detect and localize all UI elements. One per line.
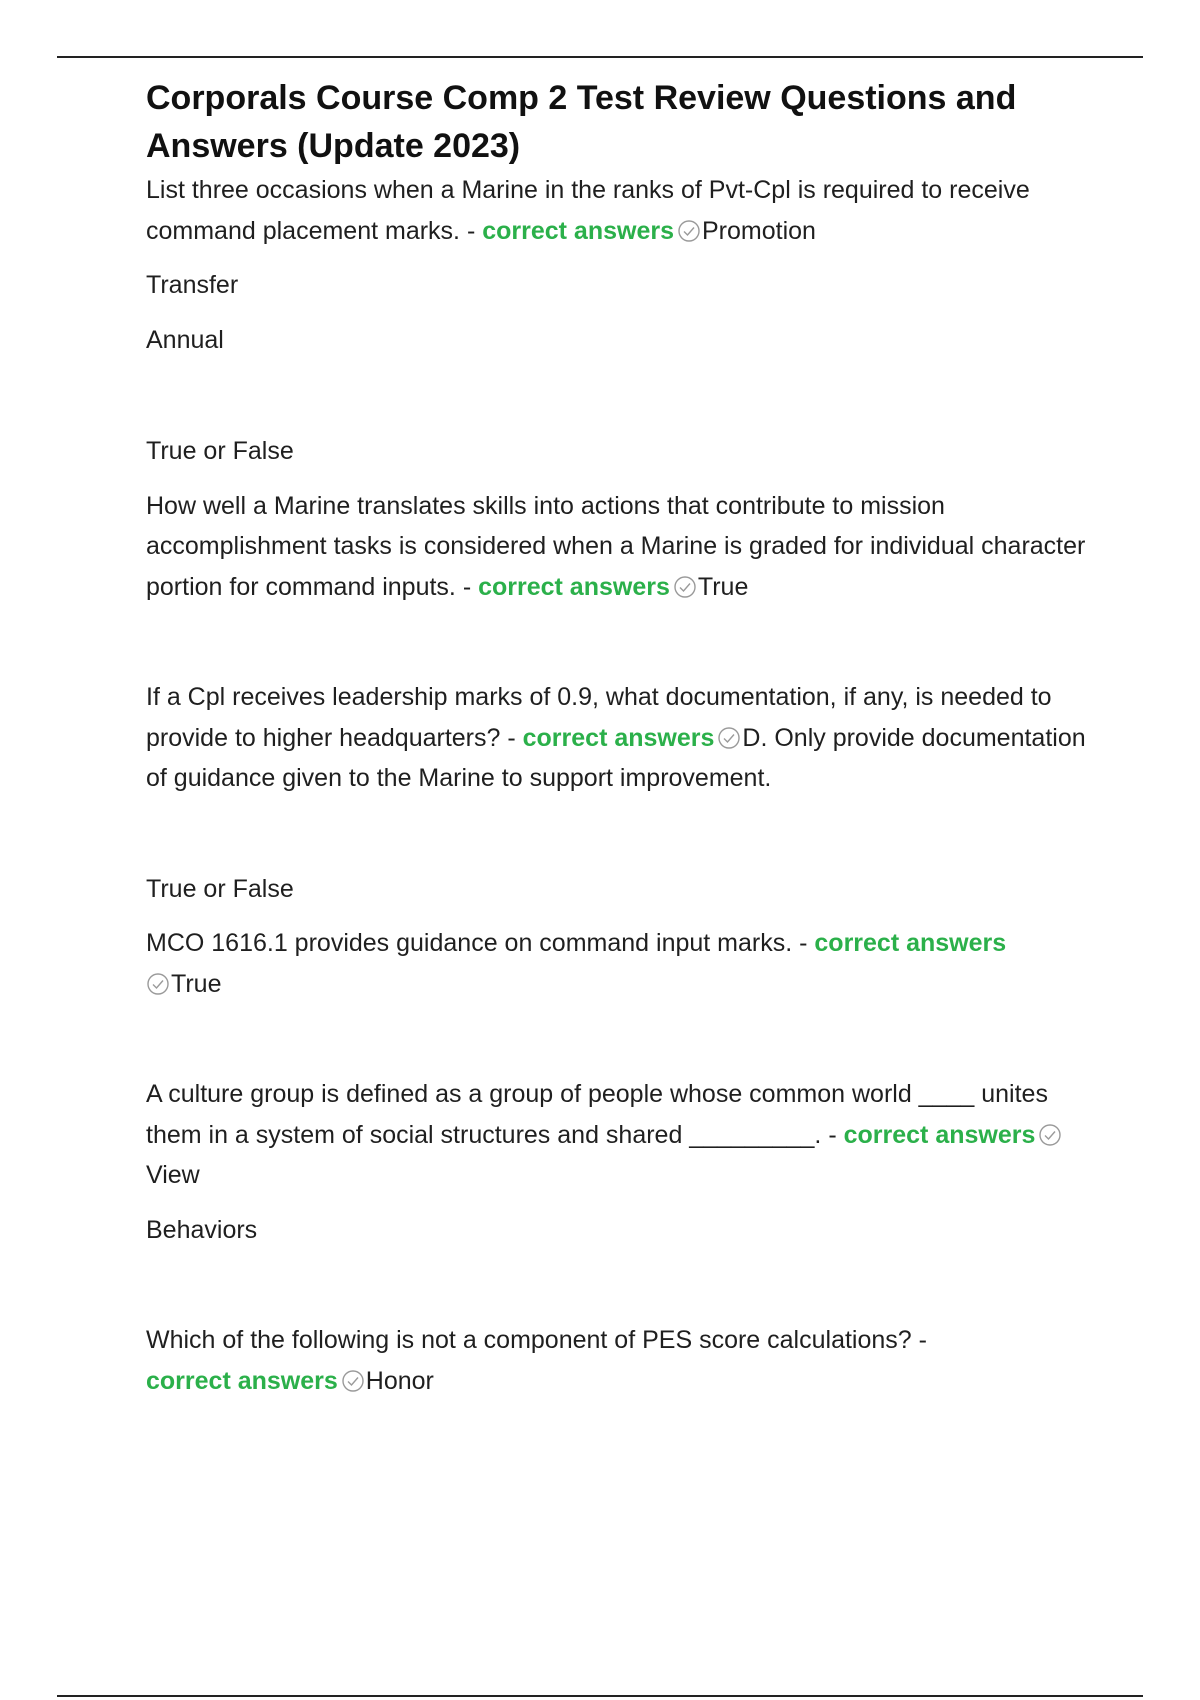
answer-text: D. Only provide documentation of guidance given to the Marine to support improvement. xyxy=(146,723,1086,792)
answer-extra-line: Annual xyxy=(146,325,224,354)
question-3 xyxy=(146,677,1086,799)
answer-label: correct answers xyxy=(478,572,670,601)
answer-text: Promotion xyxy=(702,216,816,245)
answer-text: Honor xyxy=(365,1366,434,1395)
question-text: If a Cpl receives leadership marks of 0.9, what documentation, if any, is needed to provide to higher headquarters? - xyxy=(146,683,1052,752)
question-text: List three occasions when a Marine in the ranks of Pvt-Cpl is required to receive command placement marks. - xyxy=(146,176,1030,245)
question-text: Which of the following is not a component of PES score calculations? - xyxy=(146,1326,927,1354)
question-prefix: True or False xyxy=(146,874,294,903)
check-circle-icon xyxy=(673,575,697,599)
question-prefix: True or False xyxy=(146,437,294,465)
top-rule xyxy=(57,56,1143,58)
check-circle-icon xyxy=(1038,1123,1062,1147)
answer-extra-line: Behaviors xyxy=(146,1215,258,1244)
check-circle-icon xyxy=(341,1369,365,1393)
answer-label: correct answers xyxy=(482,216,674,245)
question-text: MCO 1616.1 provides guidance on command input marks. - xyxy=(146,929,815,957)
check-circle-icon xyxy=(717,726,741,750)
question-4 xyxy=(146,923,1086,1004)
answer-label: correct answers xyxy=(843,1120,1036,1149)
question-6 xyxy=(146,1320,1086,1401)
question-5 xyxy=(146,1074,1086,1196)
document-title: Corporals Course Comp 2 Test Review Questions and Answers (Update 2023) xyxy=(146,79,1017,165)
question-text: How well a Marine translates skills into actions that contribute to mission accomplishment tasks is considered when a Marine is graded for individual character portion for command inputs. - xyxy=(146,491,1086,601)
bottom-rule xyxy=(57,1695,1143,1697)
check-circle-icon xyxy=(677,219,701,243)
answer-label: correct answers xyxy=(814,929,1007,957)
question-text: A culture group is defined as a group of people whose common world ____ unites them in a system of social structures and shared _________. - xyxy=(146,1080,1048,1149)
answer-text: True xyxy=(697,572,749,601)
question-1 xyxy=(146,170,1086,251)
check-circle-icon xyxy=(146,972,170,996)
answer-extra-line: Transfer xyxy=(146,271,239,299)
question-2 xyxy=(146,486,1086,608)
answer-text: True xyxy=(171,969,222,998)
answer-label: correct answers xyxy=(146,1366,338,1395)
answer-text: View xyxy=(146,1161,200,1189)
answer-label: correct answers xyxy=(522,723,715,752)
document-body xyxy=(146,74,1086,1401)
